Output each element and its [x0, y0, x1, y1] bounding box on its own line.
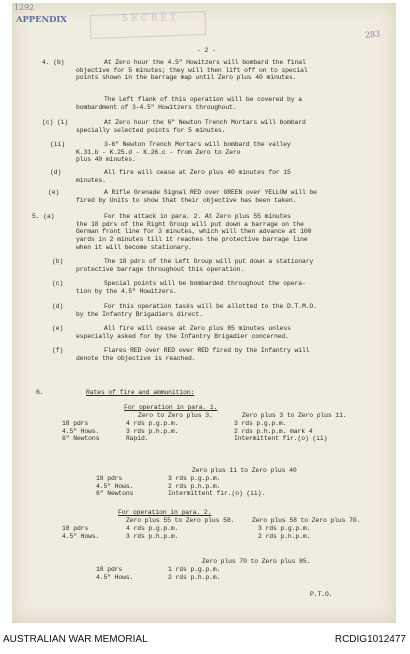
para-line: The 18 pdrs of the Left Group will put down a stationary: [104, 258, 314, 265]
table-rate: 4 rds p.g.p.m.: [126, 420, 179, 427]
page-marker: - 2 -: [197, 47, 216, 54]
table-rate: 3 rds p.h.p.m.: [126, 427, 179, 435]
table-rate: Intermittent fir.(o) (ii): [234, 435, 328, 443]
para-line: 3-6" Newton Trench Mortars will bombard the valley: [104, 141, 291, 148]
table-gun: 18 pdrs: [62, 525, 89, 532]
table-gun: 18 pdrs: [96, 475, 123, 482]
para-line: plus 40 minutes.: [76, 156, 136, 164]
table-rate: Intermittent fir.(o) (ii).: [168, 490, 266, 498]
para-line: All fire will cease at Zero plus 85 minutes unless: [104, 325, 291, 332]
document-page: [12, 3, 396, 623]
table1-col3: Zero plus 11 to Zero plus 40: [192, 467, 297, 474]
para-line: At Zero hour the 4.5" Howitzers will bombard the final: [104, 59, 306, 66]
para-label: (d): [52, 303, 64, 310]
table2-col3: Zero plus 70 to Zero plus 85.: [202, 558, 311, 565]
para-label: 5. (a): [32, 213, 55, 220]
para-line: A Rifle Grenade Signal RED over GREEN over YELLOW will be: [104, 189, 317, 196]
para-line: points shown in the barrage map until Zero plus 40 minutes.: [76, 74, 297, 82]
para-line: bombardment of 3-4.5" Howitzers throughout.: [76, 103, 237, 111]
footer-source: AUSTRALIAN WAR MEMORIAL: [3, 634, 148, 645]
table2-heading: For operation in para. 2.: [118, 509, 212, 516]
para-line: specially selected points for 5 minutes.: [76, 126, 226, 134]
table-rate: 4 rds p.g.p.m.: [126, 525, 179, 532]
para-label: (b): [52, 258, 64, 265]
para-line: objective for 5 minutes; they will then lift off on to special: [76, 66, 308, 74]
table-rate: 3 rds p.g.p.m.: [258, 525, 311, 532]
folio-number: 1292: [14, 3, 34, 12]
para-line: All fire will cease at Zero plus 40 minutes for 15: [104, 169, 291, 176]
table-rate: 2 rds p.h.p.m. mark 4: [234, 427, 313, 435]
para-label: (ii): [50, 141, 65, 148]
table-gun: 18 pdrs: [62, 420, 89, 427]
footer-reference: RCDIG1012477: [334, 634, 406, 645]
para-label: 4. (b): [42, 59, 65, 66]
table-gun: 4.5" Hows.: [62, 427, 100, 435]
table-gun: 6" Newtons: [62, 435, 100, 443]
stamp-text: SECRET: [122, 14, 179, 24]
table-rate: Rapid.: [126, 435, 149, 443]
para-line: yards in 2 minutes till it reaches the protective barrage line: [76, 236, 308, 244]
section-6-heading: Rates of fire and ammunition:: [86, 389, 195, 396]
para-line: Flares RED over RED over RED fired by the Infantry will: [104, 347, 310, 354]
table-rate: 2 rds p.h.p.m.: [168, 573, 221, 581]
pto-marker: P.T.O.: [310, 591, 333, 598]
para-line: especially asked for by the Infantry Brigadier concerned.: [76, 332, 289, 340]
table1-col1: Zero to Zero plus 3.: [138, 412, 213, 419]
table-gun: 18 pdrs: [96, 566, 123, 573]
para-line: For the attack in para. 2. At Zero plus 55 minutes: [104, 213, 291, 220]
para-label: (d): [50, 169, 62, 176]
para-line: Special points will be bombarded throughout the opera-: [104, 280, 306, 287]
table-rate: 3 rds p.g.p.m.: [168, 475, 221, 482]
para-line: For this operation tasks will be allotted to the D.T.M.O.: [104, 303, 317, 310]
para-line: by the Infantry Brigadiers direct.: [76, 310, 203, 318]
table2-col2: Zero plus 58 to Zero plus 70.: [252, 517, 361, 524]
para-label: (f): [52, 347, 64, 354]
table1-col2: Zero plus 3 to Zero plus 11.: [242, 412, 347, 419]
para-label: (e): [48, 189, 60, 196]
para-label: (e): [52, 325, 64, 332]
section-6-label: 6.: [36, 389, 44, 396]
para-line: minutes.: [76, 176, 106, 184]
table2-col1: Zero plus 55 to Zero plus 58.: [126, 517, 235, 524]
para-line: The Left flank of this operation will be covered by a: [104, 96, 302, 103]
table-rate: 2 rds p.h.p.m.: [168, 482, 221, 490]
table-rate: 2 rds p.h.p.m.: [258, 532, 311, 540]
table-rate: 3 rds p.h.p.m.: [126, 532, 179, 540]
para-line: protective barrage throughout this operation.: [76, 265, 245, 273]
para-line: when it will become stationary.: [76, 243, 192, 251]
table-gun: 4.5" Hows.: [96, 573, 134, 581]
para-line: K.31.b - K.25.d - K.26.c - from Zero to Zero: [76, 148, 241, 156]
para-label: (c): [52, 280, 64, 287]
para-line: denote the objective is reached.: [76, 354, 196, 362]
para-line: fired by Units to show that their objective has been taken.: [76, 196, 297, 204]
table-gun: 4.5" Hows.: [96, 482, 134, 490]
table-gun: 4.5" Hows.: [62, 532, 100, 540]
table-rate: 3 rds p.g.p.m.: [234, 420, 287, 427]
table1-heading: For operation in para. 1.: [124, 404, 218, 411]
table-rate: 1 rds p.g.p.m.: [168, 566, 221, 573]
appendix-label: APPENDIX: [16, 15, 67, 25]
para-line: German front line for 3 minutes, which will then advance at 100: [76, 228, 312, 236]
para-label: (c) (i): [42, 119, 69, 126]
para-line: the 18 pdrs of the Right Group will put down a barrage on the: [76, 220, 304, 228]
para-line: At Zero hour the 6" Newton Trench Mortars will bombard: [104, 119, 306, 126]
page-number: 283: [364, 29, 381, 40]
para-line: tion by the 4.5" Howitzers.: [76, 287, 177, 295]
table-gun: 6" Newtons: [96, 490, 134, 498]
